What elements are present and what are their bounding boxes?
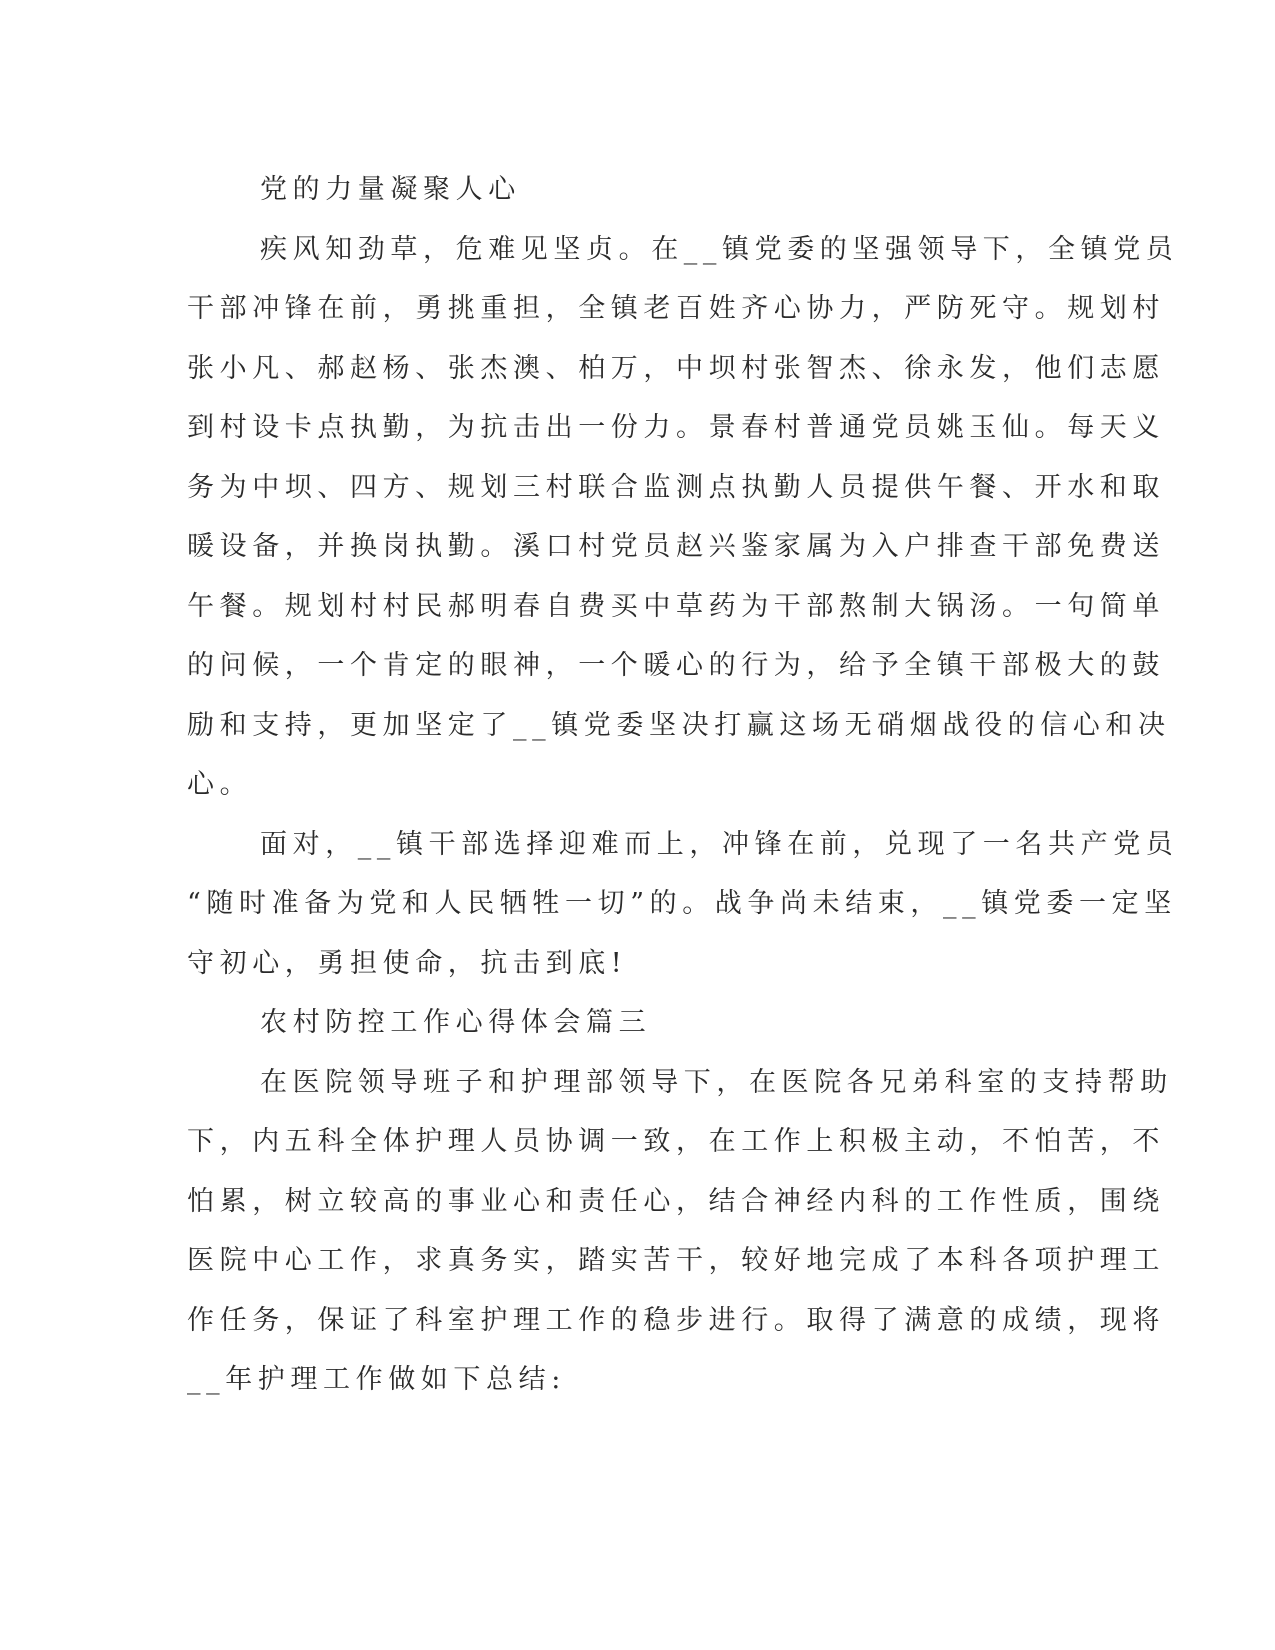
paragraph-line: 干部冲锋在前，勇挑重担，全镇老百姓齐心协力，严防死守。规划村 — [187, 293, 1165, 324]
paragraph-line: 在医院领导班子和护理部领导下，在医院各兄弟科室的支持帮助 — [260, 1066, 1173, 1098]
paragraph-line: 到村设卡点执勤，为抗击出一份力。景春村普通党员姚玉仙。每天义 — [187, 412, 1165, 443]
paragraph-line: 面对，__镇干部选择迎难而上，冲锋在前，兑现了一名共产党员 — [260, 828, 1179, 860]
paragraph-line: 疾风知劲草，危难见坚贞。在__镇党委的坚强领导下，全镇党员 — [260, 233, 1179, 265]
paragraph-line: 作任务，保证了科室护理工作的稳步进行。取得了满意的成绩，现将 — [187, 1304, 1165, 1336]
paragraph-line: 医院中心工作，求真务实，踏实苦干，较好地完成了本科各项护理工 — [187, 1245, 1165, 1276]
paragraph-line: 心。 — [187, 769, 253, 800]
document-body — [187, 160, 1179, 1410]
paragraph-line: 张小凡、郝赵杨、张杰澳、柏万，中坝村张智杰、徐永发，他们志愿 — [187, 352, 1165, 384]
paragraph-line: 下，内五科全体护理人员协调一致，在工作上积极主动，不怕苦，不 — [187, 1126, 1165, 1157]
paragraph-line: 午餐。规划村村民郝明春自费买中草药为干部熬制大锅汤。一句简单 — [187, 590, 1165, 622]
heading-party-strength: 党的力量凝聚人心 — [260, 174, 521, 205]
paragraph-line: __年护理工作做如下总结: — [187, 1364, 566, 1395]
paragraph-line: 守初心，勇担使命，抗击到底! — [187, 947, 628, 979]
paragraph-line: 的问候，一个肯定的眼神，一个暖心的行为，给予全镇干部极大的鼓 — [187, 650, 1165, 681]
paragraph-line: 务为中坝、四方、规划三村联合监测点执勤人员提供午餐、开水和取 — [187, 471, 1165, 503]
paragraph-line: 励和支持，更加坚定了__镇党委坚决打赢这场无硝烟战役的信心和决 — [187, 709, 1171, 741]
paragraph-line: “随时准备为党和人民牺牲一切”的。战争尚未结束，__镇党委一定坚 — [187, 888, 1177, 919]
heading-section-three: 农村防控工作心得体会篇三 — [260, 1007, 652, 1038]
paragraph-line: 暖设备，并换岗执勤。溪口村党员赵兴鉴家属为入户排查干部免费送 — [187, 531, 1165, 562]
paragraph-line: 怕累，树立较高的事业心和责任心，结合神经内科的工作性质，围绕 — [187, 1185, 1165, 1217]
